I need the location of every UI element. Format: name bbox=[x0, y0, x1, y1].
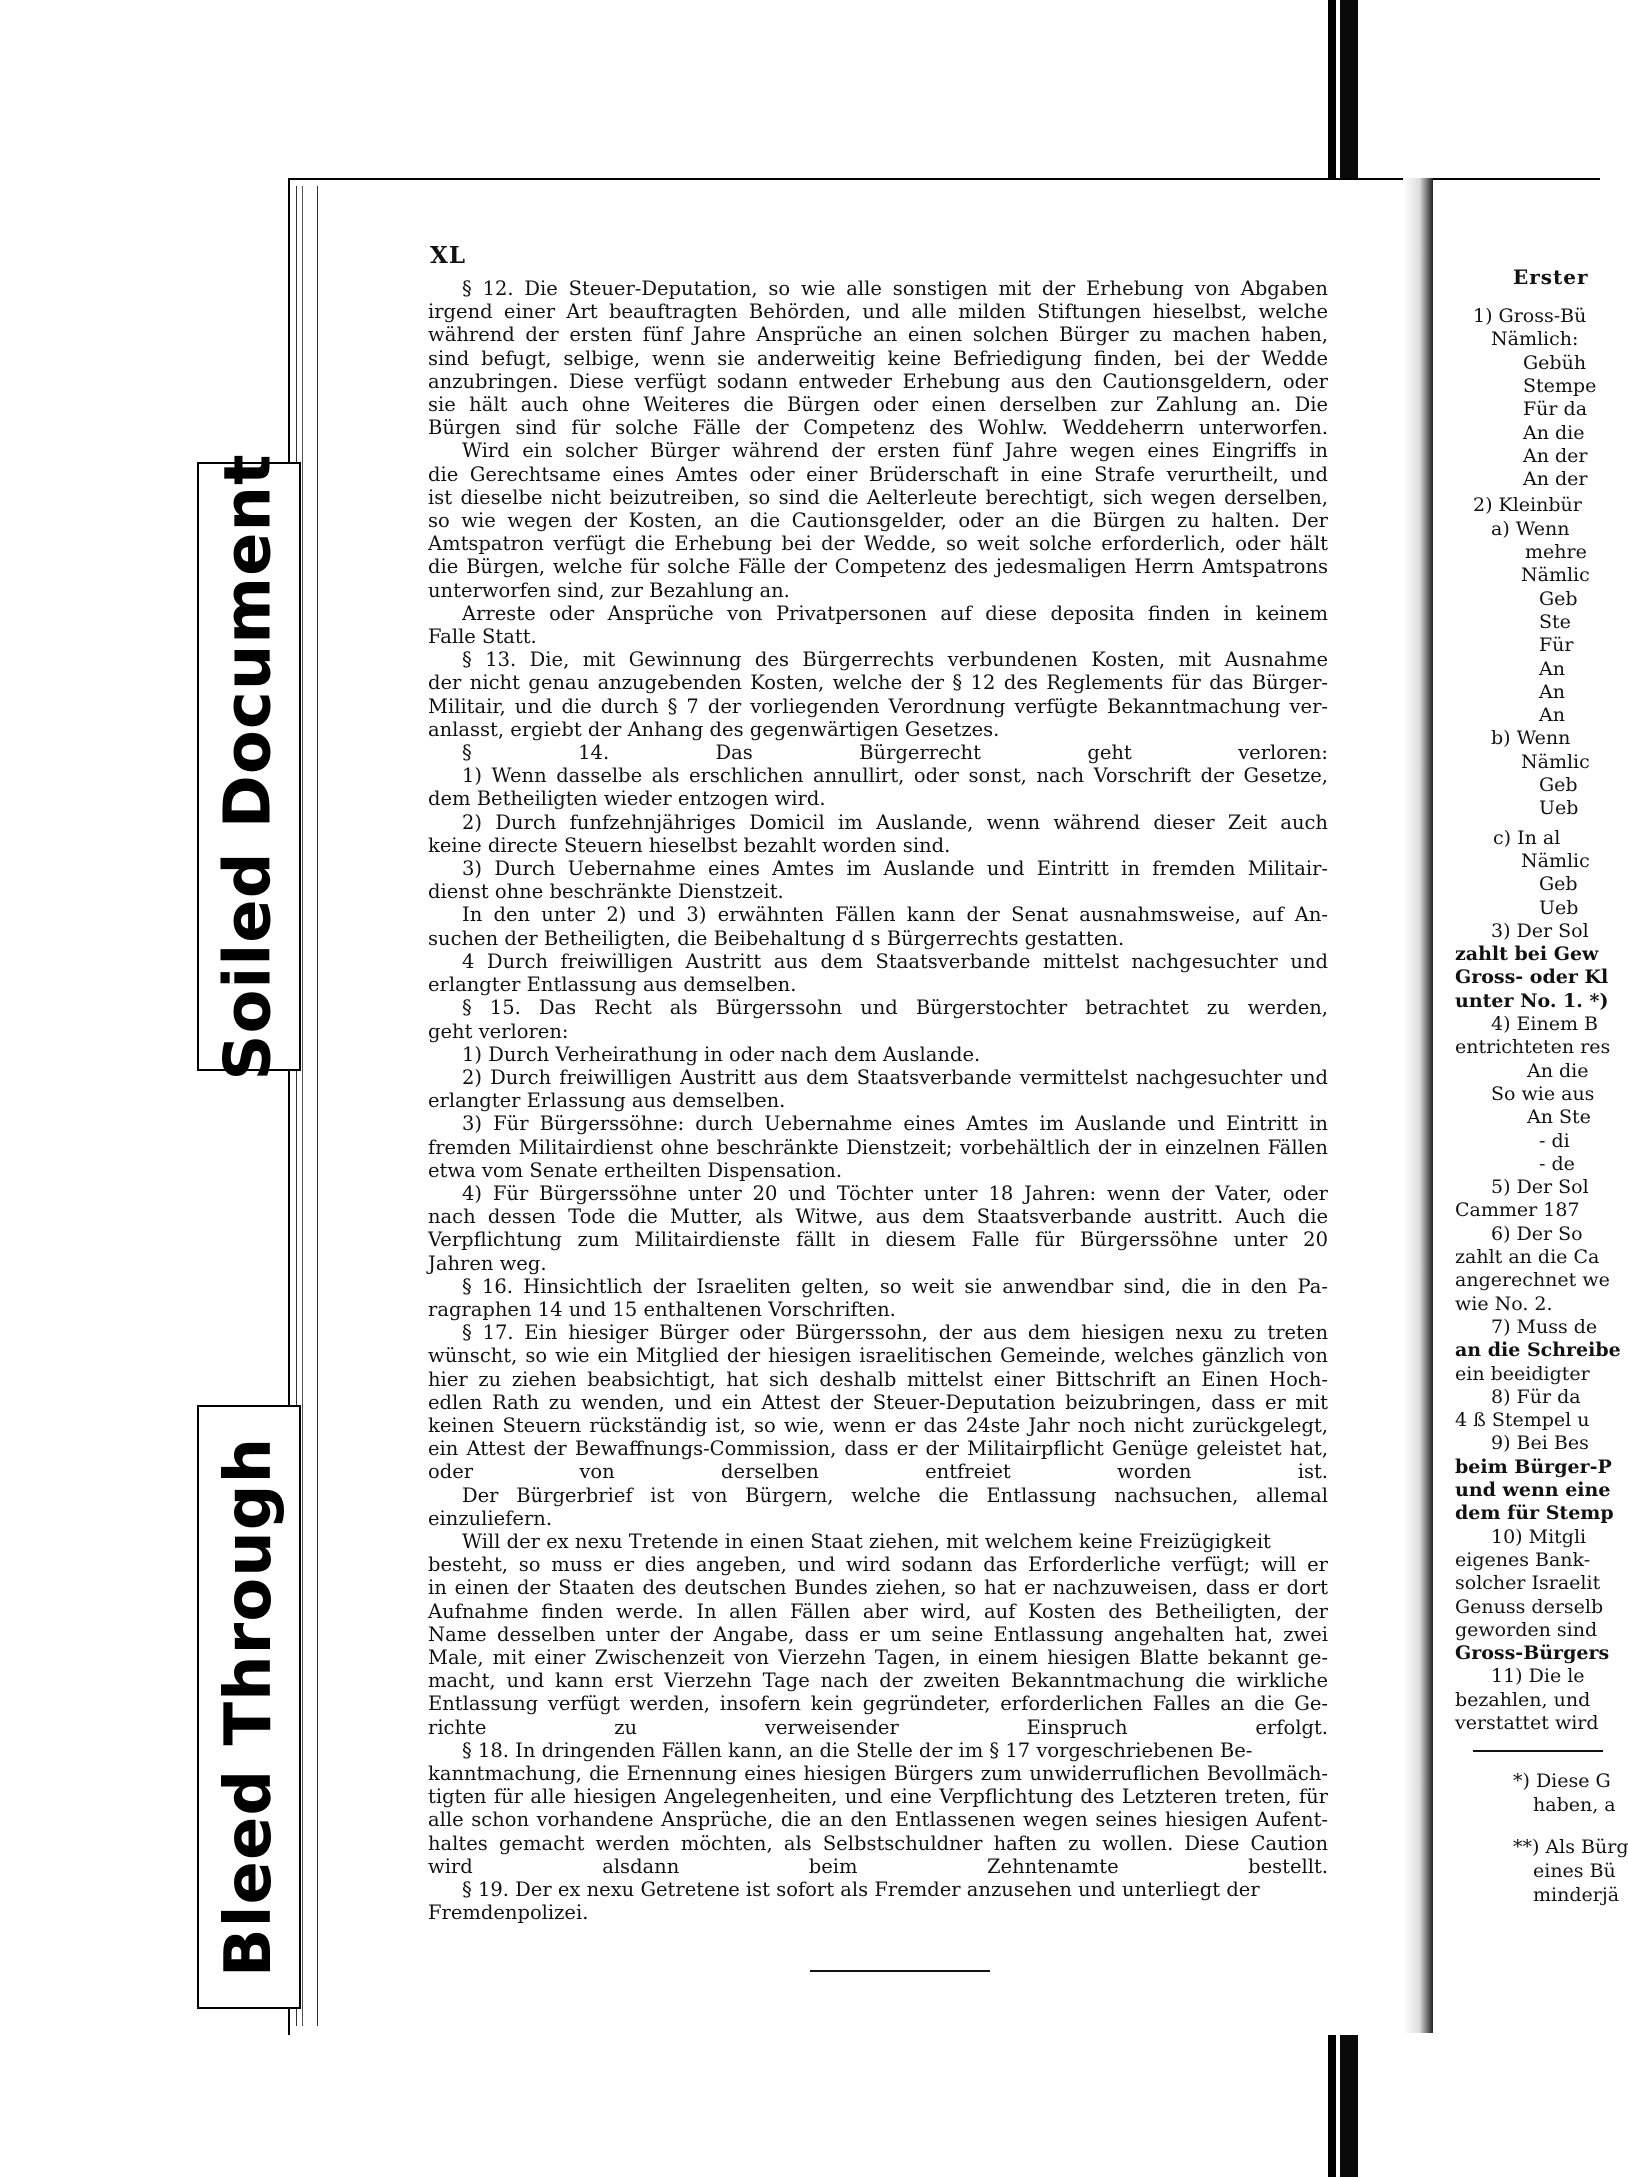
right-text-line: mehre bbox=[1525, 541, 1587, 563]
right-text-line: Ste bbox=[1539, 610, 1571, 633]
text-line: der nicht genau anzugebenden Kosten, welche der § 12 des Reglements für das Bürger- bbox=[428, 671, 1328, 695]
text-line: Wird ein solcher Bürger während der ersten fünf Jahre wegen eines Eingriffs in bbox=[462, 439, 1328, 463]
text-line: nach dessen Tode die Mutter, als Witwe, aus dem Staatsverbande austritt. Auch die bbox=[428, 1205, 1328, 1229]
text-line: § 18. In dringenden Fällen kann, an die Stelle der im § 17 vorgeschriebenen Be- bbox=[462, 1738, 1253, 1762]
right-text-line: An Ste bbox=[1527, 1106, 1591, 1129]
text-line: 2) Durch freiwilligen Austritt aus dem Staatsverbande vermittelst nachgesuchter und bbox=[462, 1065, 1328, 1089]
text-line: § 13. Die, mit Gewinnung des Bürgerrechts verbundenen Kosten, mit Ausnahme bbox=[462, 648, 1328, 672]
text-line: 3) Durch Uebernahme eines Amtes im Auslande und Eintritt in fremden Militair- bbox=[462, 857, 1328, 881]
text-line: Aufnahme finden werde. In allen Fällen aber wird, auf Kosten des Betheiligten, der bbox=[428, 1599, 1328, 1623]
text-line: § 12. Die Steuer-Deputation, so wie alle sonstigen mit der Erhebung von Abgaben bbox=[462, 277, 1328, 300]
right-text-line: eines Bü bbox=[1533, 1860, 1616, 1882]
page-stack-edge-inner bbox=[302, 186, 311, 2026]
right-text-line: Genuss derselb bbox=[1455, 1595, 1604, 1618]
text-line: Will der ex nexu Tretende in einen Staat ziehen, mit welchem keine Freizügigkeit bbox=[462, 1529, 1271, 1553]
right-text-line: Stempe bbox=[1523, 374, 1597, 397]
right-text-line: an die Schreibe bbox=[1455, 1339, 1621, 1362]
text-line: Arreste oder Ansprüche von Privatpersonen auf diese deposita finden in keinem bbox=[462, 601, 1328, 625]
text-line: ist dieselbe nicht beizutreiben, so sind die Aelterleute berechtigt, sich wegen derselben, bbox=[428, 485, 1328, 509]
right-text-line: - de bbox=[1539, 1152, 1575, 1175]
text-line: Militair, und die durch § 7 der vorliegenden Verordnung verfügte Bekanntmachung ver- bbox=[428, 694, 1328, 718]
right-text-line: Gross-Bürgers bbox=[1455, 1642, 1610, 1665]
right-text-line: ein beeidigter bbox=[1455, 1362, 1590, 1385]
text-line: keinen Steuern rückständig ist, so wie, wenn er das 24ste Jahr noch nicht zurückgelegt, bbox=[428, 1413, 1328, 1437]
text-line: 2) Durch funfzehnjähriges Domicil im Auslande, wenn während dieser Zeit auch bbox=[462, 810, 1328, 834]
text-line: dem Betheiligten wieder entzogen wird. bbox=[428, 787, 826, 811]
right-text-line: So wie aus bbox=[1491, 1082, 1595, 1105]
right-page bbox=[1433, 178, 1628, 2035]
text-line: keine directe Steuern hieselbst bezahlt worden sind. bbox=[428, 833, 951, 857]
text-line: 4 Durch freiwilligen Austritt aus dem Staatsverbande mittelst nachgesuchter und bbox=[462, 949, 1328, 973]
text-line: § 14. Das Bürgerrecht geht verloren: bbox=[462, 741, 1328, 765]
right-text-line: Für da bbox=[1523, 398, 1588, 421]
text-line: § 16. Hinsichtlich der Israeliten gelten, so weit sie anwendbar sind, die in den Pa- bbox=[462, 1274, 1328, 1298]
right-text-line: 1) Gross-Bü bbox=[1473, 305, 1587, 327]
left-page-text bbox=[428, 277, 1328, 1924]
book-spread bbox=[288, 178, 1628, 2033]
text-line: besteht, so muss er dies angeben, und wird sodann das Erforderliche verfügt; will er bbox=[428, 1553, 1328, 1577]
text-line: ein Attest der Bewaffnungs-Commission, dass er der Militairpflicht Genüge geleistet hat, bbox=[428, 1437, 1328, 1461]
right-text-line: 4) Einem B bbox=[1491, 1013, 1598, 1035]
text-line: fremden Militairdienst ohne beschränkte Dienstzeit; vorbehältlich der in einzelnen Fällen bbox=[428, 1135, 1328, 1159]
text-line: 1) Durch Verheirathung in oder nach dem Auslande. bbox=[462, 1042, 981, 1066]
right-text-line: beim Bürger-P bbox=[1455, 1455, 1612, 1478]
right-text-line: An der bbox=[1523, 468, 1588, 491]
right-text-line: Ueb bbox=[1539, 797, 1579, 820]
right-text-line: Geb bbox=[1539, 774, 1578, 796]
text-line: alle schon vorhandene Ansprüche, die an den Entlassenen wegen seines hiesigen Aufent- bbox=[428, 1808, 1328, 1832]
text-line: haltes gemacht werden möchten, als Selbstschuldner haften zu wollen. Diese Caution bbox=[428, 1831, 1328, 1855]
text-line: 4) Für Bürgerssöhne unter 20 und Töchter unter 18 Jahren: wenn der Vater, oder bbox=[462, 1181, 1328, 1205]
right-text-line: Gebüh bbox=[1523, 351, 1587, 374]
right-text-line: 7) Muss de bbox=[1491, 1315, 1598, 1338]
right-text-line: Cammer 187 bbox=[1455, 1199, 1580, 1222]
text-line: während der ersten fünf Jahre Ansprüche an einen solchen Bürger zu machen haben, bbox=[428, 323, 1328, 347]
text-line: anzubringen. Diese verfügt sodann entweder Erhebung aus den Cautionsgeldern, oder bbox=[428, 369, 1328, 393]
right-text-line: 9) Bei Bes bbox=[1491, 1432, 1589, 1455]
text-line: erlangter Entlassung aus demselben. bbox=[428, 973, 797, 997]
text-line: § 15. Das Recht als Bürgerssohn und Bürgerstochter betrachtet zu werden, bbox=[462, 996, 1328, 1020]
text-line: 3) Für Bürgerssöhne: durch Uebernahme eines Amtes im Auslande und Eintritt in bbox=[462, 1112, 1328, 1136]
text-line: richte zu verweisender Einspruch erfolgt. bbox=[428, 1715, 1328, 1739]
right-text-line: Geb bbox=[1539, 873, 1578, 896]
text-line: Amtspatron verfügt die Erhebung bei der Wedde, so weit solche erforderlich, oder hält bbox=[428, 532, 1328, 556]
text-line: etwa vom Senate ertheilten Dispensation. bbox=[428, 1158, 843, 1182]
right-text-line: An die bbox=[1523, 421, 1585, 444]
right-text-line: 3) Der Sol bbox=[1491, 919, 1589, 942]
right-text-line: 5) Der Sol bbox=[1491, 1176, 1589, 1199]
text-line: sind befugt, selbige, wenn sie anderweitig keine Befriedigung finden, bei der Wedde bbox=[428, 346, 1328, 370]
right-text-line: entrichteten res bbox=[1455, 1036, 1611, 1059]
text-line: tigten für alle hiesigen Angelegenheiten, und eine Verpflichtung des Letzteren treten, für bbox=[428, 1785, 1328, 1809]
text-line: suchen der Betheiligten, die Beibehaltung d s Bürgerrechts gestatten. bbox=[428, 926, 1125, 950]
right-text-line: **) Als Bürg bbox=[1513, 1836, 1628, 1858]
text-line: hier zu ziehen beabsichtigt, hat sich deshalb mittelst einer Bittschrift an Einen Hoch- bbox=[428, 1367, 1328, 1391]
right-text-line: An bbox=[1539, 680, 1565, 703]
right-text-line: An bbox=[1539, 704, 1565, 727]
text-line: so wie wegen der Kosten, an die Cautionsgelder, oder an die Bürgen zu halten. Der bbox=[428, 509, 1328, 533]
text-line: kanntmachung, die Ernennung eines hiesigen Bürgers zum unwiderruflichen Bevollmäch- bbox=[428, 1762, 1328, 1785]
text-line: unterworfen sind, zur Bezahlung an. bbox=[428, 578, 790, 602]
left-page bbox=[288, 178, 1405, 2035]
text-line: oder von derselben entfreiet worden ist. bbox=[428, 1460, 1328, 1484]
right-text-line: solcher Israelit bbox=[1455, 1572, 1601, 1595]
text-line: Entlassung verfügt werden, insofern kein gegründeter, erforderlichen Falles an die Ge- bbox=[428, 1692, 1328, 1716]
right-text-line: wie No. 2. bbox=[1455, 1292, 1553, 1315]
text-line: die Gerechtsame eines Amtes oder einer Brüderschaft in eine Strafe verurtheilt, und bbox=[428, 462, 1328, 486]
text-line: dienst ohne beschränkte Dienstzeit. bbox=[428, 880, 784, 904]
text-line: § 19. Der ex nexu Getretene ist sofort als Fremder anzusehen und unterliegt der bbox=[462, 1878, 1260, 1902]
text-line: Fremdenpolizei. bbox=[428, 1901, 589, 1925]
text-line: Bürgen sind für solche Fälle der Competenz des Wohlw. Weddeherrn unterworfen. bbox=[428, 416, 1328, 440]
text-line: Falle Statt. bbox=[428, 625, 537, 649]
text-line: Der Bürgerbrief ist von Bürgern, welche die Entlassung nachsuchen, allemal einzuliefern. bbox=[428, 1483, 1328, 1530]
right-text-line: b) Wenn bbox=[1491, 727, 1571, 750]
text-line: geht verloren: bbox=[428, 1019, 569, 1043]
right-text-line: haben, a bbox=[1533, 1794, 1616, 1816]
right-text-line: Für bbox=[1539, 634, 1574, 657]
right-text-line: a) Wenn bbox=[1491, 517, 1570, 540]
right-text-line: verstattet wird bbox=[1455, 1712, 1599, 1734]
right-text-line: zahlt an die Ca bbox=[1455, 1246, 1600, 1268]
right-text-line: bezahlen, und bbox=[1455, 1688, 1591, 1711]
text-line: in einen der Staaten des deutschen Bundes ziehen, so hat er nachzuweisen, dass er dort bbox=[428, 1576, 1328, 1600]
text-line: Verpflichtung zum Militairdienste fällt in diesem Falle für Bürgerssöhne unter 20 bbox=[428, 1228, 1328, 1252]
text-line: wird alsdann beim Zehntenamte bestellt. bbox=[428, 1854, 1328, 1878]
soiled-document-text: Soiled Document bbox=[212, 452, 286, 1081]
right-text-line: 8) Für da bbox=[1491, 1385, 1581, 1408]
end-rule bbox=[810, 1970, 990, 1972]
text-line: ragraphen 14 und 15 enthaltenen Vorschriften. bbox=[428, 1297, 896, 1321]
text-line: macht, und kann erst Vierzehn Tage nach der zweiten Bekanntmachung die wirkliche bbox=[428, 1669, 1328, 1693]
book-gutter bbox=[1403, 178, 1433, 2033]
footnote-rule bbox=[1473, 1750, 1603, 1752]
text-line: Name desselben unter der Angabe, dass er um seine Entlassung angehalten hat, zwei bbox=[428, 1622, 1328, 1646]
right-text-line: dem für Stemp bbox=[1455, 1502, 1614, 1525]
text-line: 1) Wenn dasselbe als erschlichen annullirt, oder sonst, nach Vorschrift der Gesetze, bbox=[462, 764, 1328, 788]
right-text-line: c) In al bbox=[1493, 826, 1561, 849]
right-text-line: geworden sind bbox=[1455, 1618, 1598, 1641]
right-text-line: 10) Mitgli bbox=[1491, 1525, 1587, 1548]
right-text-line: An die bbox=[1527, 1059, 1589, 1082]
right-text-line: minderjä bbox=[1533, 1884, 1620, 1906]
right-text-line: Gross- oder Kl bbox=[1455, 966, 1609, 989]
right-text-line: Nämlic bbox=[1521, 849, 1590, 872]
right-text-line: Nämlic bbox=[1521, 564, 1590, 587]
right-text-line: unter No. 1. *) bbox=[1455, 989, 1609, 1012]
bleed-through-label bbox=[197, 1405, 301, 2009]
soiled-document-label bbox=[197, 452, 301, 1081]
right-text-line: eigenes Bank- bbox=[1455, 1548, 1591, 1571]
right-text-line: An bbox=[1539, 657, 1565, 680]
right-text-line: An der bbox=[1523, 444, 1588, 467]
text-line: sie hält auch ohne Weiteres die Bürgen oder einen derselben zur Zahlung an. Die bbox=[428, 393, 1328, 417]
right-text-line: *) Diese G bbox=[1513, 1770, 1611, 1792]
bleed-through-text: Bleed Through bbox=[212, 1436, 286, 1978]
text-line: In den unter 2) und 3) erwähnten Fällen kann der Senat ausnahmsweise, auf An- bbox=[462, 903, 1328, 927]
right-text-line: 6) Der So bbox=[1491, 1222, 1583, 1245]
text-line: erlangter Erlassung aus demselben. bbox=[428, 1089, 786, 1113]
right-text-line: und wenn eine bbox=[1455, 1479, 1611, 1501]
text-line: irgend einer Art beauftragten Behörden, und alle milden Stiftungen hieselbst, welche bbox=[428, 300, 1328, 324]
right-text-line: angerechnet we bbox=[1455, 1269, 1610, 1292]
text-line: die Bürgen, welche für solche Fälle der Competenz des jedesmaligen Herrn Amtspatrons bbox=[428, 555, 1328, 579]
text-line: anlasst, ergiebt der Anhang des gegenwärtigen Gesetzes. bbox=[428, 717, 1000, 741]
text-line: wünscht, so wie ein Mitglied der hiesigen israelitischen Gemeinde, welches gänzlich von bbox=[428, 1344, 1328, 1368]
right-text-line: 2) Kleinbür bbox=[1473, 494, 1582, 517]
right-text-line: Ueb bbox=[1539, 896, 1579, 919]
right-text-line: - di bbox=[1539, 1129, 1570, 1152]
text-line: § 17. Ein hiesiger Bürger oder Bürgerssohn, der aus dem hiesigen nexu zu treten bbox=[462, 1321, 1328, 1345]
right-text-line: Geb bbox=[1539, 587, 1578, 610]
right-text-line: zahlt bei Gew bbox=[1455, 943, 1599, 966]
text-line: edlen Rath zu wenden, und ein Attest der Steuer-Deputation beizubringen, dass er mit bbox=[428, 1390, 1328, 1414]
text-line: Male, mit einer Zwischenzeit von Vierzehn Tagen, in einem hiesigen Blatte bekannt ge- bbox=[428, 1645, 1328, 1669]
right-text-line: Nämlich: bbox=[1491, 328, 1579, 351]
page-folio: XL bbox=[430, 242, 467, 269]
right-text-line: Nämlic bbox=[1521, 750, 1590, 773]
right-text-line: 11) Die le bbox=[1491, 1665, 1585, 1688]
right-page-title: Erster bbox=[1513, 265, 1589, 289]
right-text-line: 4 ß Stempel u bbox=[1455, 1409, 1590, 1432]
text-line: Jahren weg. bbox=[428, 1251, 547, 1275]
